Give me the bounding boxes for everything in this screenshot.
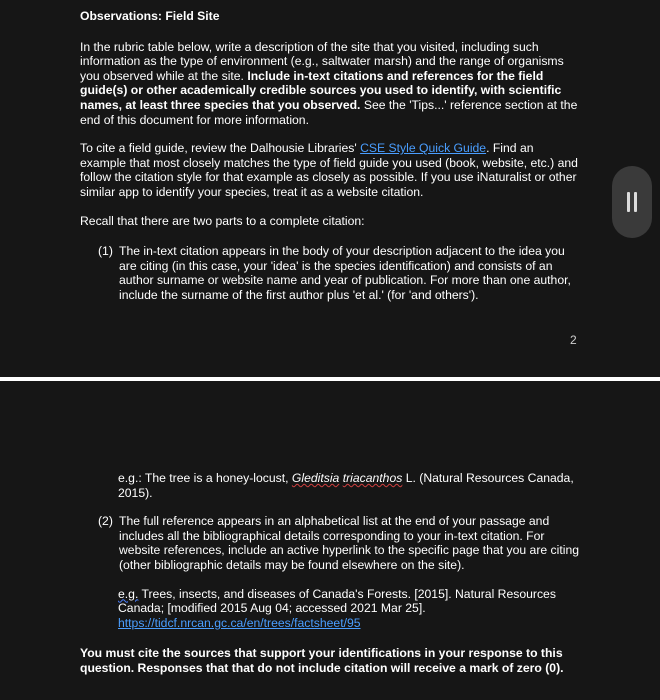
citation-guide-paragraph	[80, 141, 580, 199]
drag-handle-icon	[626, 192, 638, 212]
list-item-full-reference	[98, 514, 580, 572]
list-number: (1)	[98, 244, 113, 259]
citation-warning: You must cite the sources that support your identifications in your response to this question. Responses that that do not include citation will receive a mark of zero (0).	[80, 646, 564, 675]
species-name: triacanthos	[342, 471, 403, 485]
instructions-text-end: See the 'Tips...' reference section at the end of this document for more information.	[80, 97, 578, 127]
page-1-content	[80, 9, 580, 303]
example-in-text-citation	[118, 471, 580, 500]
citation-guide-text: To cite a field guide, review the Dalhousie Libraries'	[80, 141, 361, 156]
list-item-text: The full reference appears in an alphabetical list at the end of your passage and includes all the bibliographical details corresponding to your in-text citation. For website references, include an active hyperlink to the specific page that you are citing (other bibliographic details may be found elsewhere on the site).	[119, 514, 580, 572]
recall-paragraph: Recall that there are two parts to a complete citation:	[80, 213, 365, 228]
example-text-end: L. (Natural Resources Canada, 2015).	[118, 471, 574, 500]
instructions-bold-text: Include in-text citations and references for the field guide(s) or other academically credible sources you used to identify, with scientific names, at least three species that you observed.	[80, 68, 562, 112]
citation-guide-text-end: . Find an example that most closely matches the type of field guide you used (book, website, etc.) and follow the citation style for that example as closely as possible. If you use iNaturalist or other similar app to identify your species, treat it as a website citation.	[80, 141, 578, 199]
page-2-content	[80, 471, 580, 676]
section-heading: Observations: Field Site	[80, 9, 220, 23]
instructions-text: In the rubric table below, write a description of the site that you visited, including such information as the type of environment (e.g., saltwater marsh) and the range of organisms you observed while at the site.	[80, 39, 564, 83]
cse-style-guide-link[interactable]: CSE Style Quick Guide	[360, 141, 487, 156]
reference-url-link[interactable]: https://tidcf.nrcan.gc.ca/en/trees/factsheet/95	[118, 615, 361, 630]
example-text: e.g.: The tree is a honey-locust,	[118, 471, 292, 485]
instructions-paragraph	[80, 40, 580, 128]
drag-handle[interactable]	[612, 166, 652, 238]
list-item-in-text-citation	[98, 244, 580, 302]
document-page-2	[0, 381, 660, 700]
genus-name: Gleditsia	[291, 471, 340, 485]
list-number: (2)	[98, 514, 113, 529]
list-item-text: The in-text citation appears in the body of your description adjacent to the idea you are citing (in this case, your 'idea' is the species identification) and consists of an author surname or website name and year of publication. For more than one author, include the surname of the first author plus 'et al.' (for 'and others').	[119, 244, 571, 302]
example-eg: e.g.	[118, 586, 139, 601]
example-reference	[118, 587, 580, 631]
reference-text: Trees, insects, and diseases of Canada's Forests. [2015]. Natural Resources Canada; [modified 2015 Aug 04; accessed 2021 Mar 25].	[118, 586, 556, 616]
page-number: 2	[570, 333, 577, 347]
